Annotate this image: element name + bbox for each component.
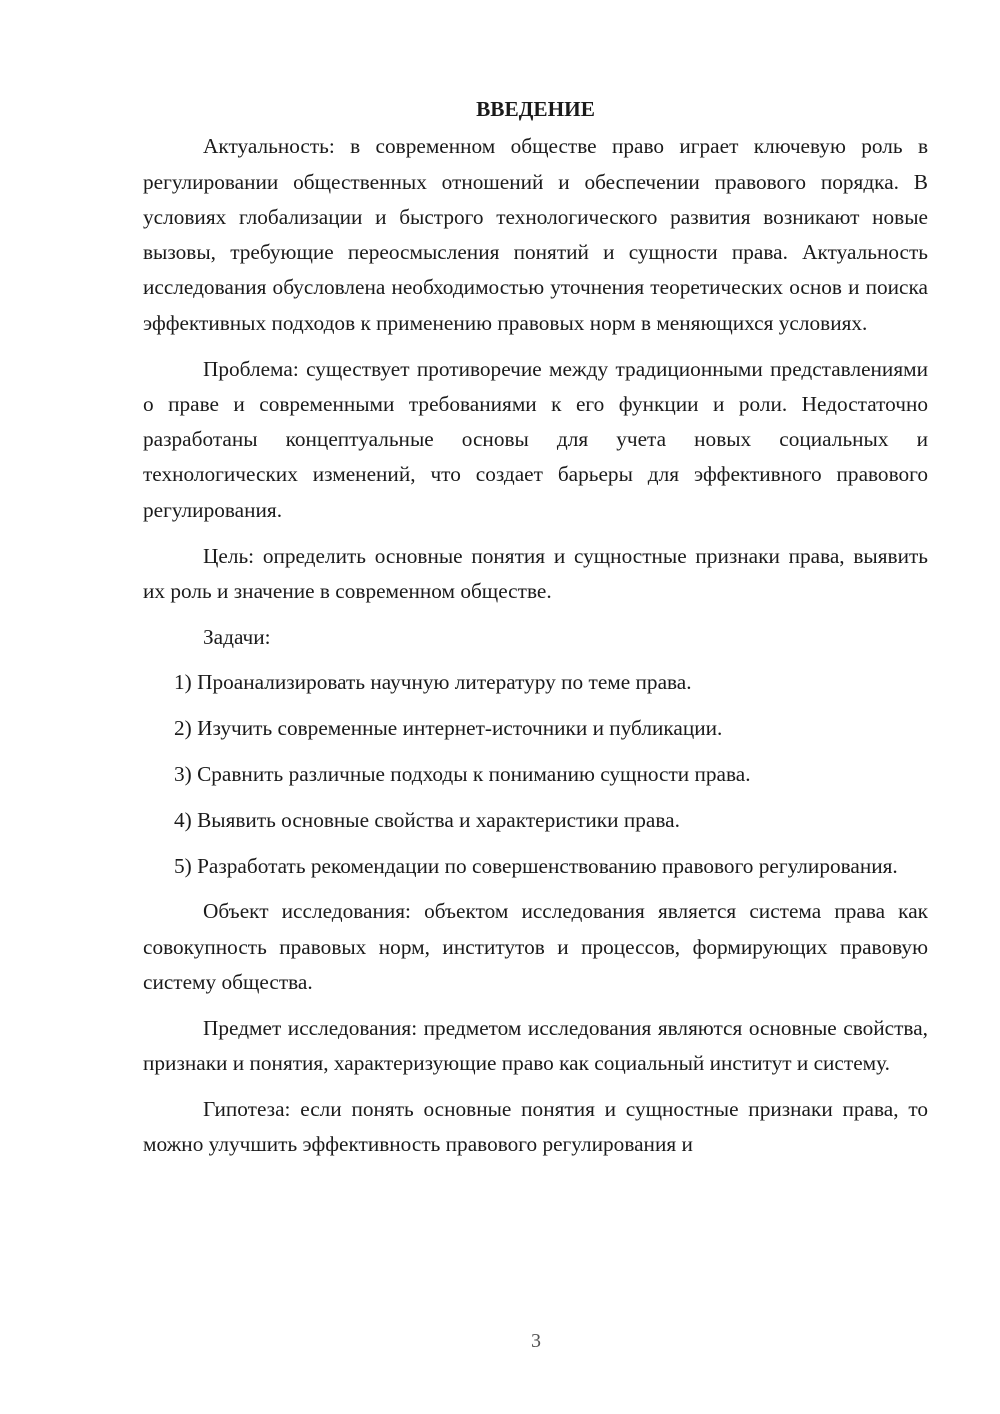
paragraph-relevance: Актуальность: в современном обществе право играет ключевую роль в регулировании общественных отношений и обеспечении правового порядка. В условиях глобализации и быстрого технологического развития возникают новые вызовы, требующие переосмысления понятий и сущности права. Актуальность исследования обусловлена необходимостью уточнения теоретических основ и поиска эффективных подходов к применению правовых норм в меняющихся условиях. xyxy=(143,134,928,335)
paragraph-hypothesis: Гипотеза: если понять основные понятия и сущностные признаки права, то можно улучшить эффективность правового регулирования и xyxy=(143,1096,928,1157)
task-item-5: 5) Разработать рекомендации по совершенствованию правового регулирования. xyxy=(174,853,898,878)
paragraph-tasks-heading: Задачи: xyxy=(203,624,271,649)
document-page xyxy=(143,92,928,1173)
section-title: ВВЕДЕНИЕ xyxy=(476,97,595,121)
paragraph-problem: Проблема: существует противоречие между традиционными представлениями о праве и современными требованиями к его функции и роли. Недостаточно разработаны концептуальные основы для учета новых социальных и технологических изменений, что создает барьеры для эффективного правового регулирования. xyxy=(143,356,928,522)
paragraph-subject: Предмет исследования: предметом исследования являются основные свойства, признаки и понятия, характеризующие право как социальный институт и систему. xyxy=(143,1015,928,1076)
paragraph-object: Объект исследования: объектом исследования является система права как совокупность правовых норм, институтов и процессов, формирующих правовую систему общества. xyxy=(143,899,928,995)
task-item-3: 3) Сравнить различные подходы к пониманию сущности права. xyxy=(174,762,751,787)
task-item-1: 1) Проанализировать научную литературу по теме права. xyxy=(174,670,692,695)
paragraph-goal: Цель: определить основные понятия и сущностные признаки права, выявить их роль и значение в современном обществе. xyxy=(143,543,928,603)
task-item-2: 2) Изучить современные интернет-источники и публикации. xyxy=(174,716,723,741)
task-item-4: 4) Выявить основные свойства и характеристики права. xyxy=(174,807,680,832)
page-number: 3 xyxy=(531,1330,541,1352)
